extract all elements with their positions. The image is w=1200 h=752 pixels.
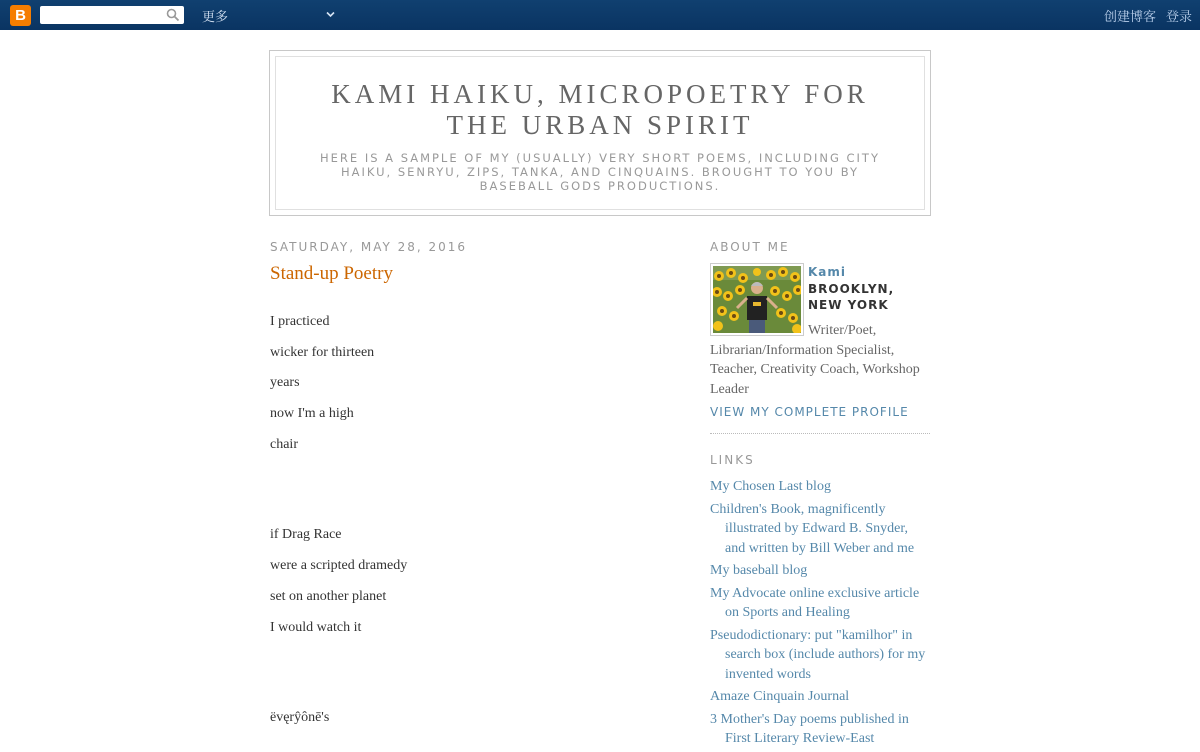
links-list (710, 477, 930, 749)
link-amaze-cinquain[interactable]: Amaze Cinquain Journal (710, 689, 850, 704)
poem-line: I practiced (270, 314, 330, 329)
poem-line: if Drag Race (270, 527, 342, 543)
link-item (710, 687, 930, 707)
blog-description: HERE IS A SAMPLE OF MY (USUALLY) VERY SHORT POEMS, INCLUDING CITY HAIKU, SENRYU, ZIPS, TANKA, AND CINQUAINS. BROUGHT TO YOU BY BASEBALL GODS PRODUCTIONS. (320, 151, 880, 193)
link-chosen-last-blog[interactable]: My Chosen Last blog (710, 479, 831, 494)
profile-name-link[interactable]: Kami (808, 265, 847, 279)
link-childrens-book[interactable]: Children's Book, magnificently illustrated by Edward B. Snyder, and written by Bill Weber and me (710, 501, 915, 556)
stanza-gap (270, 466, 680, 496)
link-item (710, 710, 930, 749)
post-title[interactable]: Stand-up Poetry (270, 263, 393, 284)
profile-photo[interactable] (710, 263, 804, 336)
link-baseball-blog[interactable]: My baseball blog (710, 563, 808, 578)
sidebar-divider (710, 433, 930, 434)
link-advocate-article[interactable]: My Advocate online exclusive article on Sports and Healing (710, 585, 920, 620)
poem-line: ëvęrŷônē's (270, 710, 330, 726)
link-item (710, 561, 930, 581)
about-me-heading: ABOUT ME (710, 240, 790, 254)
blogger-logo-icon[interactable]: B (10, 5, 31, 26)
poem-line: chair (270, 436, 298, 452)
stanza-gap (270, 649, 680, 679)
poem-line: now I'm a high (270, 406, 354, 422)
main-column (270, 240, 680, 740)
poem-line: wicker for thirteen (270, 344, 375, 360)
search-input[interactable] (44, 7, 162, 23)
link-mothers-day-poems[interactable]: 3 Mother's Day poems published in First Literary Review-East (710, 711, 909, 746)
poem-line: years (270, 375, 300, 391)
create-blog-link[interactable]: 创建博客 (1103, 10, 1156, 25)
link-item (710, 500, 930, 559)
navbar-search (40, 6, 184, 24)
poem-line: were a scripted dramedy (270, 558, 408, 574)
blog-header (269, 50, 931, 216)
link-pseudodictionary[interactable]: Pseudodictionary: put "kamilhor" in search box (include authors) for my invented words (710, 627, 926, 682)
poem-line: I would watch it (270, 619, 362, 635)
poem-line: set on another planet (270, 588, 387, 604)
blog-header-inner (275, 56, 925, 210)
profile-location: BROOKLYN, NEW YORK (808, 282, 895, 312)
link-item (710, 584, 930, 623)
blogger-navbar (0, 0, 1200, 30)
post-date: SATURDAY, MAY 28, 2016 (270, 240, 468, 254)
link-item (710, 477, 930, 497)
profile-bio-line1: Writer/Poet, (808, 323, 877, 338)
sidebar (710, 240, 930, 752)
login-link[interactable]: 登录 (1165, 10, 1192, 25)
more-menu-label[interactable]: 更多 (202, 10, 229, 25)
search-icon[interactable] (166, 8, 180, 22)
profile-block (710, 263, 930, 419)
links-heading: LINKS (710, 453, 755, 467)
profile-bio-rest: Librarian/Information Specialist, Teacher, Creativity Coach, Workshop Leader (710, 342, 920, 397)
post-body (270, 313, 680, 740)
link-item (710, 626, 930, 685)
blog-title[interactable]: KAMI HAIKU, MICROPOETRY FOR THE URBAN SPIRIT (331, 79, 869, 140)
chevron-down-icon[interactable] (325, 9, 336, 20)
view-profile-link[interactable]: VIEW MY COMPLETE PROFILE (710, 405, 909, 419)
